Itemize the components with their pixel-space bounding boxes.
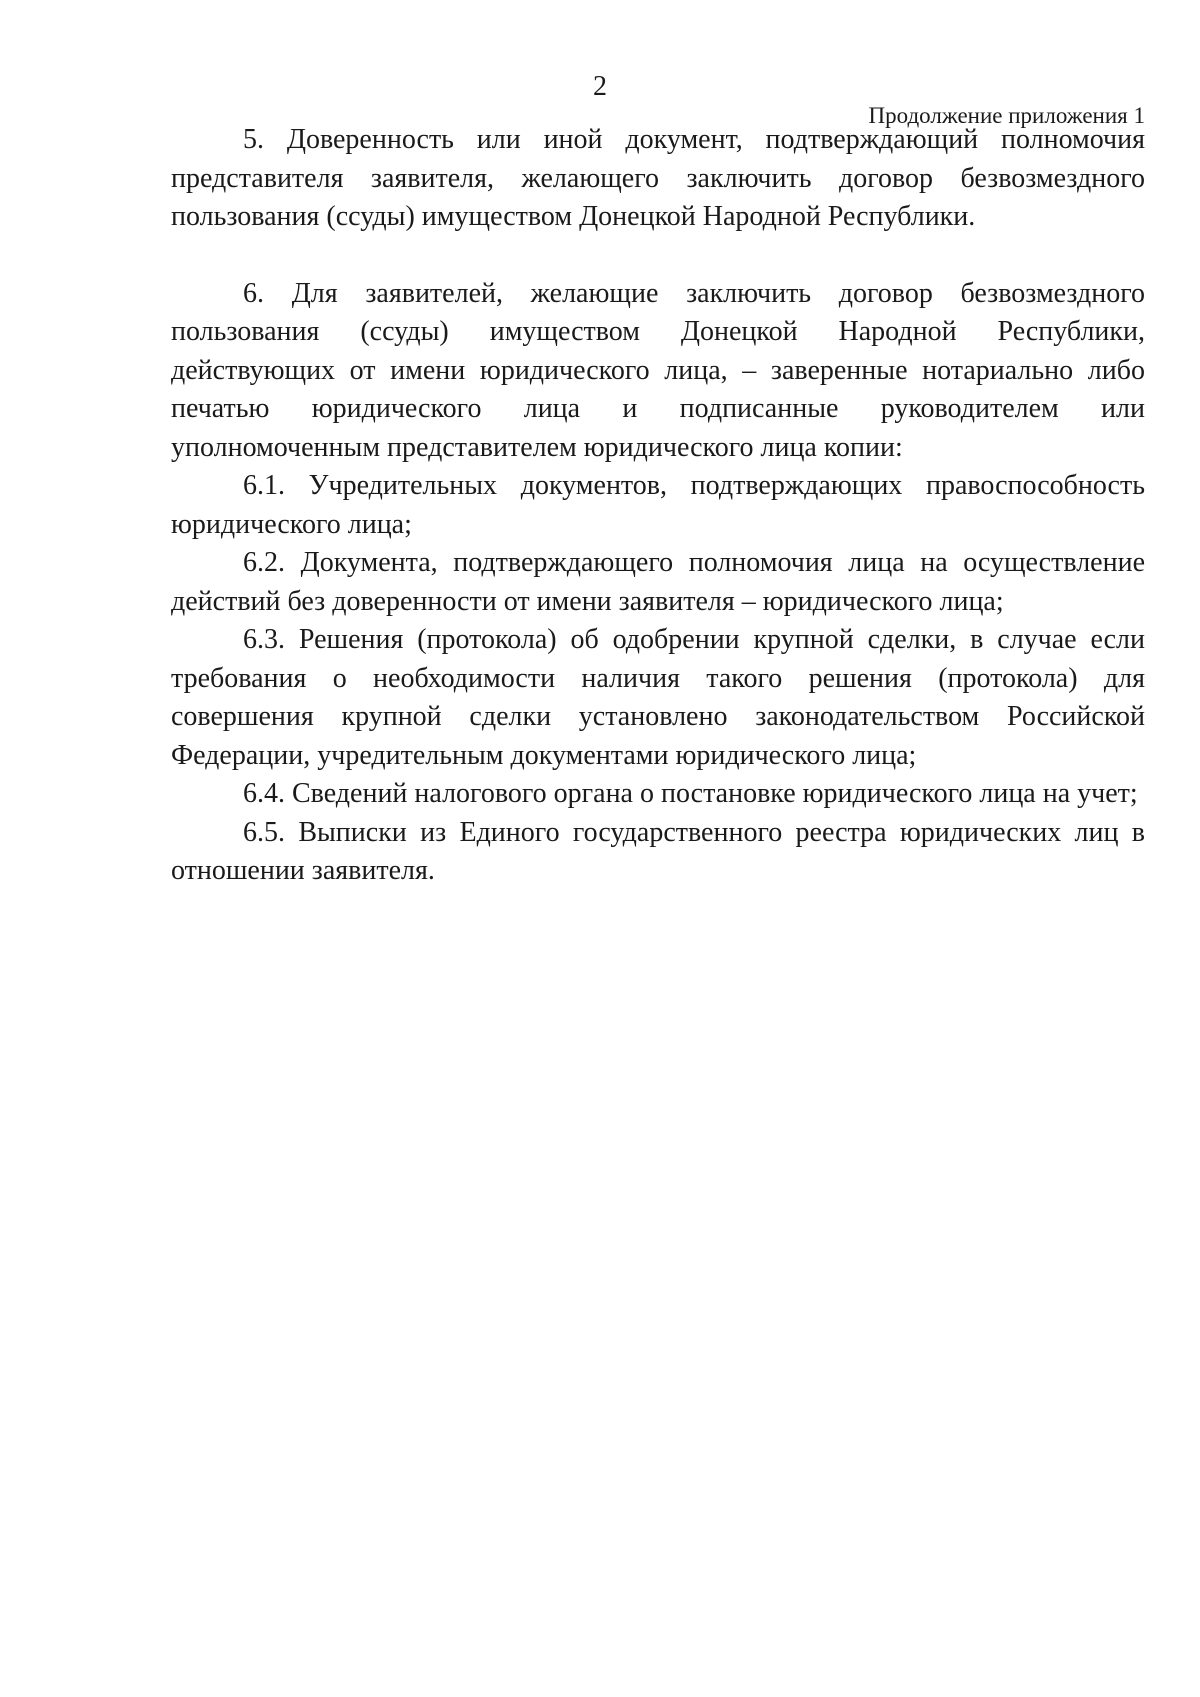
paragraph-item-5: 5. Доверенность или иной документ, подтверждающий полномочия представителя заявителя, желающего заключить договор безвозмездного пользования (ссуды) имуществом Донецкой Народной Республики. <box>171 124 1145 232</box>
paragraph-item-6-4: 6.4. Сведений налогового органа о постановке юридического лица на учет; <box>243 778 1138 809</box>
paragraph-item-6-2: 6.2. Документа, подтверждающего полномочия лица на осуществление действий без доверенности от имени заявителя – юридического лица; <box>171 547 1145 617</box>
appendix-continuation-label: Продолжение приложения 1 <box>868 103 1145 128</box>
paragraph-item-6-3: 6.3. Решения (протокола) об одобрении крупной сделки, в случае если требования о необходимости наличия такого решения (протокола) для совершения крупной сделки установлено законодательством Российской Федерации, учредительным документами юридического лица; <box>171 624 1145 771</box>
paragraph-spacer <box>171 237 1145 275</box>
page-number: 2 <box>593 71 607 102</box>
paragraph-item-6-1: 6.1. Учредительных документов, подтверждающих правоспособность юридического лица; <box>171 470 1145 540</box>
document-body <box>171 121 1145 891</box>
paragraph-item-6-5: 6.5. Выписки из Единого государственного реестра юридических лиц в отношении заявителя. <box>171 816 1145 886</box>
paragraph-item-6: 6. Для заявителей, желающие заключить договор безвозмездного пользования (ссуды) имуществом Донецкой Народной Республики, действующих от имени юридического лица, – заверенные нотариально либо печатью юридического лица и подписанные руководителем или уполномоченным представителем юридического лица копии: <box>171 277 1145 463</box>
